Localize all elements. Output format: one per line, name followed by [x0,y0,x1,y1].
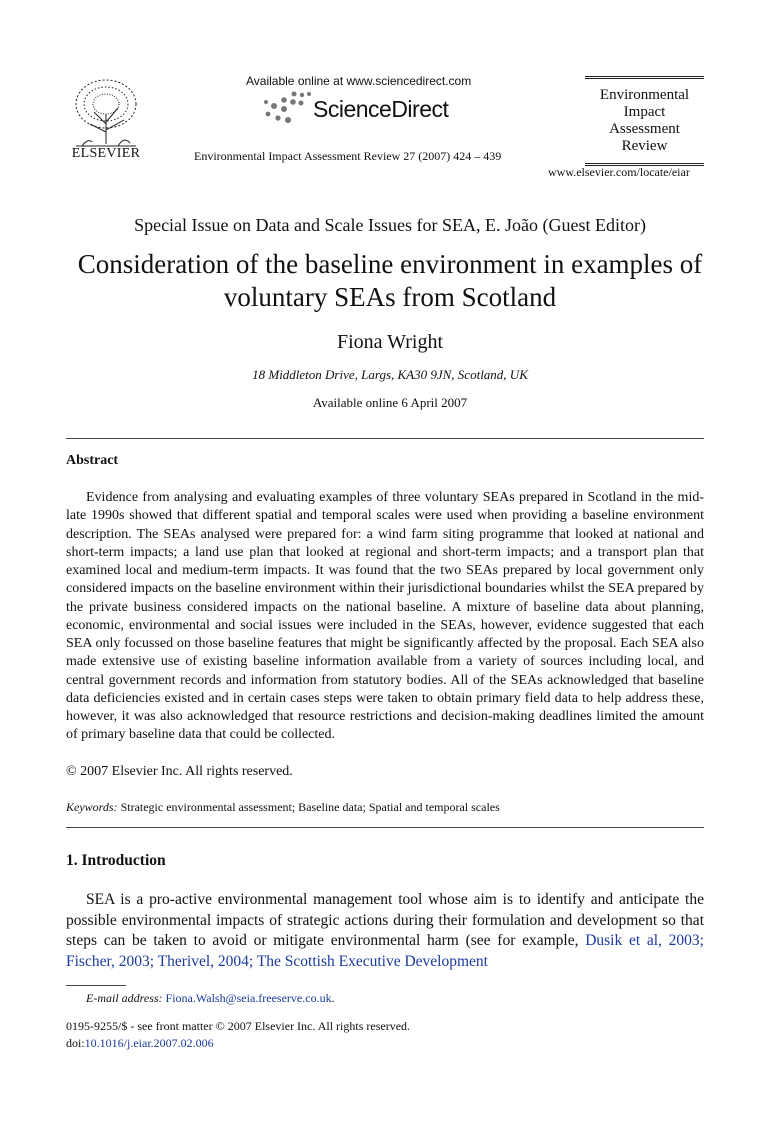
keywords-line [66,800,500,815]
citation-links[interactable]: Dusik et al, 2003; Fischer, 2003; Therivel, 2004; The Scottish Executive Development [66,932,704,971]
available-online-note[interactable]: Available online at www.sciencedirect.com [246,74,472,88]
author-email-footnote [86,991,335,1006]
introduction-heading: 1. Introduction [66,852,166,869]
available-date: Available online 6 April 2007 [312,395,468,410]
journal-citation: Environmental Impact Assessment Review 27 (2007) 424 – 439 [194,149,502,163]
sciencedirect-dots-icon [260,90,316,126]
doi-link[interactable]: 10.1016/j.eiar.2007.02.006 [84,1036,214,1050]
divider-top [66,438,704,439]
keywords-text: Strategic environmental assessment; Baseline data; Spatial and temporal scales [120,800,500,814]
abstract-body: Evidence from analysing and evaluating examples of three voluntary SEAs prepared in Scotland in the mid-late 1990s showed that different spatial and temporal scales were used when providing a baseline environment description. The SEAs analysed were prepared for: a wind farm siting programme that looked at national and short-term impacts; a land use plan that looked at regional and short-term impacts; and a transport plan that examined local and medium-term impacts. It was found that the two SEAs prepared by local government only considered impacts on the baseline environment within their jurisdictional boundaries whilst the SEA prepared by the private business considered impacts on the national baseline. A mixture of baseline data about planning, economic, environmental and social issues were included in the SEAs, however, evidence suggested that each SEA only focussed on those baseline features that might be significantly affected by the proposal. Each SEA also made extensive use of existing baseline information available from a variety of sources including local, and central government records and information from statutory bodies. All of the SEAs acknowledged that baseline data deficiencies existed and in certain cases steps were taken to obtain primary field data to help address these, however, it was also acknowledged that resource restrictions and decision-making deadlines limited the amount of primary baseline data that could be collected. [66,490,704,743]
journal-name: Environmental Impact Assessment Review [599,87,690,154]
introduction-body [66,890,704,973]
footnote-divider [66,985,126,986]
author-name: Fiona Wright [336,331,444,353]
divider-bottom [66,827,704,828]
journal-url-link[interactable]: www.elsevier.com/locate/eiar [548,165,690,179]
issn-line: 0195-9255/$ - see front matter © 2007 Elsevier Inc. All rights reserved. [66,1019,411,1033]
abstract-heading: Abstract [66,453,119,468]
elsevier-wordmark: ELSEVIER [71,146,141,161]
keywords-label: Keywords: [66,800,118,814]
special-issue-line: Special Issue on Data and Scale Issues for SEA, E. João (Guest Editor) [134,215,646,235]
author-affiliation: 18 Middleton Drive, Largs, KA30 9JN, Scotland, UK [252,367,528,382]
abstract-copyright: © 2007 Elsevier Inc. All rights reserved. [66,764,293,779]
doi-line [66,1036,214,1051]
article-title: Consideration of the baseline environment in examples of voluntary SEAs from Scotland [77,249,703,312]
email-end: . [331,991,335,1005]
email-label: E-mail address: [86,991,163,1005]
introduction-text: SEA is a pro-active environmental management tool whose aim is to identify and anticipate the possible environmental impacts of strategic actions during their formulation and development so that steps can be taken to avoid or mitigate environmental harm (see for example, [66,891,704,950]
journal-title-box [585,76,704,166]
doi-label: doi: [66,1036,85,1050]
sciencedirect-brand: ScienceDirect [313,96,449,122]
email-link[interactable]: Fiona.Walsh@seia.freeserve.co.uk [165,991,332,1005]
